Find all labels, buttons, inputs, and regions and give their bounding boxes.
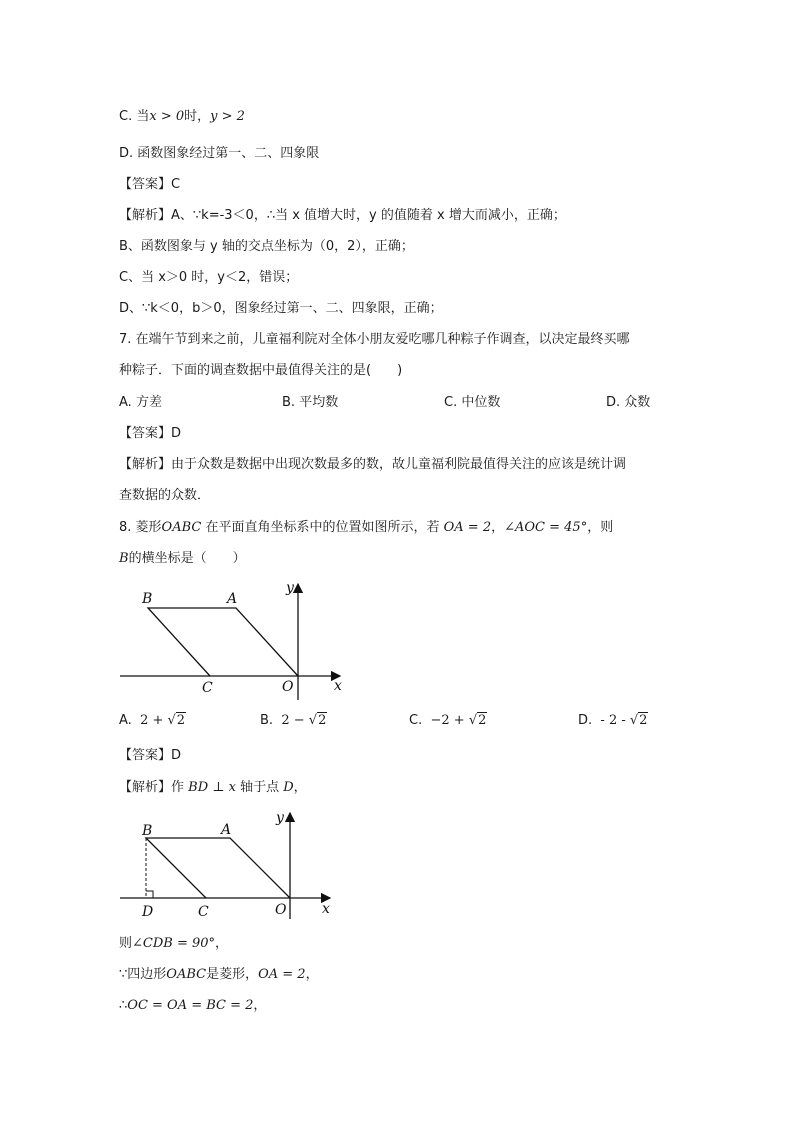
q7-stem-line2: 种粽子．下面的调查数据中最值得关注的是( ) [119,363,403,378]
label-o: O [282,679,294,695]
q8-stem-line1: 8. 菱形OABC 在平面直角坐标系中的位置如图所示，若 OA = 2，∠AOC = 45°，则 [119,520,614,535]
q6-answer: 【答案】C [119,177,181,192]
right-angle-mark [146,891,153,898]
label-x: x [334,678,342,694]
q7-option-a: A. 方差 [119,395,162,410]
label-c: C [198,904,209,920]
label-a: A [227,591,238,607]
label-d: D [142,904,154,920]
q7-option-c: C. 中位数 [444,395,501,410]
rhombus-figure-2 [112,807,342,925]
q6-option-c: C. 当x > 0时，y > 2 [119,109,245,124]
label-a: A [221,822,232,838]
q7-explanation-2: 查数据的众数． [119,488,211,503]
rhombus-figure-1 [112,572,352,700]
label-y: y [286,580,294,596]
q8-step-2: ∵四边形OABC是菱形，OA = 2， [119,967,319,982]
rhombus-oabc [148,608,298,676]
label-o: O [275,902,287,918]
q8-stem-line2: B的横坐标是（ ） [119,551,246,566]
q8-answer: 【答案】D [119,748,182,763]
q8-option-a: A. 2 + √2 [119,713,186,728]
label-x: x [322,901,330,917]
q8-option-b: B. 2 − √2 [260,713,327,728]
q7-option-d: D. 众数 [606,395,651,410]
q7-stem-line1: 7. 在端午节到来之前，儿童福利院对全体小朋友爱吃哪几种粽子作调查，以决定最终买哪 [119,332,630,347]
q8-step-1: 则∠CDB = 90°， [119,936,229,951]
q7-explanation-1: 【解析】由于众数是数据中出现次数最多的数，故儿童福利院最值得关注的应该是统计调 [119,457,627,472]
q6-option-d: D. 函数图象经过第一、二、四象限 [119,146,320,161]
q8-option-d: D. - 2 - √2 [578,713,648,728]
q8-option-c: C. −2 + √2 [409,713,487,728]
q6-explanation-4: D、∵k＜0，b＞0，图象经过第一、二、四象限，正确； [119,301,443,316]
q6-explanation-2: B、函数图象与 y 轴的交点坐标为（0，2），正确； [119,239,414,254]
label-b: B [142,823,153,839]
label-y: y [276,810,284,826]
rhombus-oabc [146,838,290,898]
q6-explanation-1: 【解析】A、∵k=-3＜0，∴当 x 值增大时，y 的值随着 x 增大而减小，正确； [119,208,566,223]
q8-step-3: ∴OC = OA = BC = 2， [119,998,267,1013]
q7-answer: 【答案】D [119,426,182,441]
q7-option-b: B. 平均数 [282,395,339,410]
q8-explanation: 【解析】作 BD ⊥ x 轴于点 D， [119,780,307,795]
label-c: C [202,680,213,696]
q6-explanation-3: C、当 x＞0 时，y＜2，错误； [119,270,299,285]
label-b: B [142,591,153,607]
